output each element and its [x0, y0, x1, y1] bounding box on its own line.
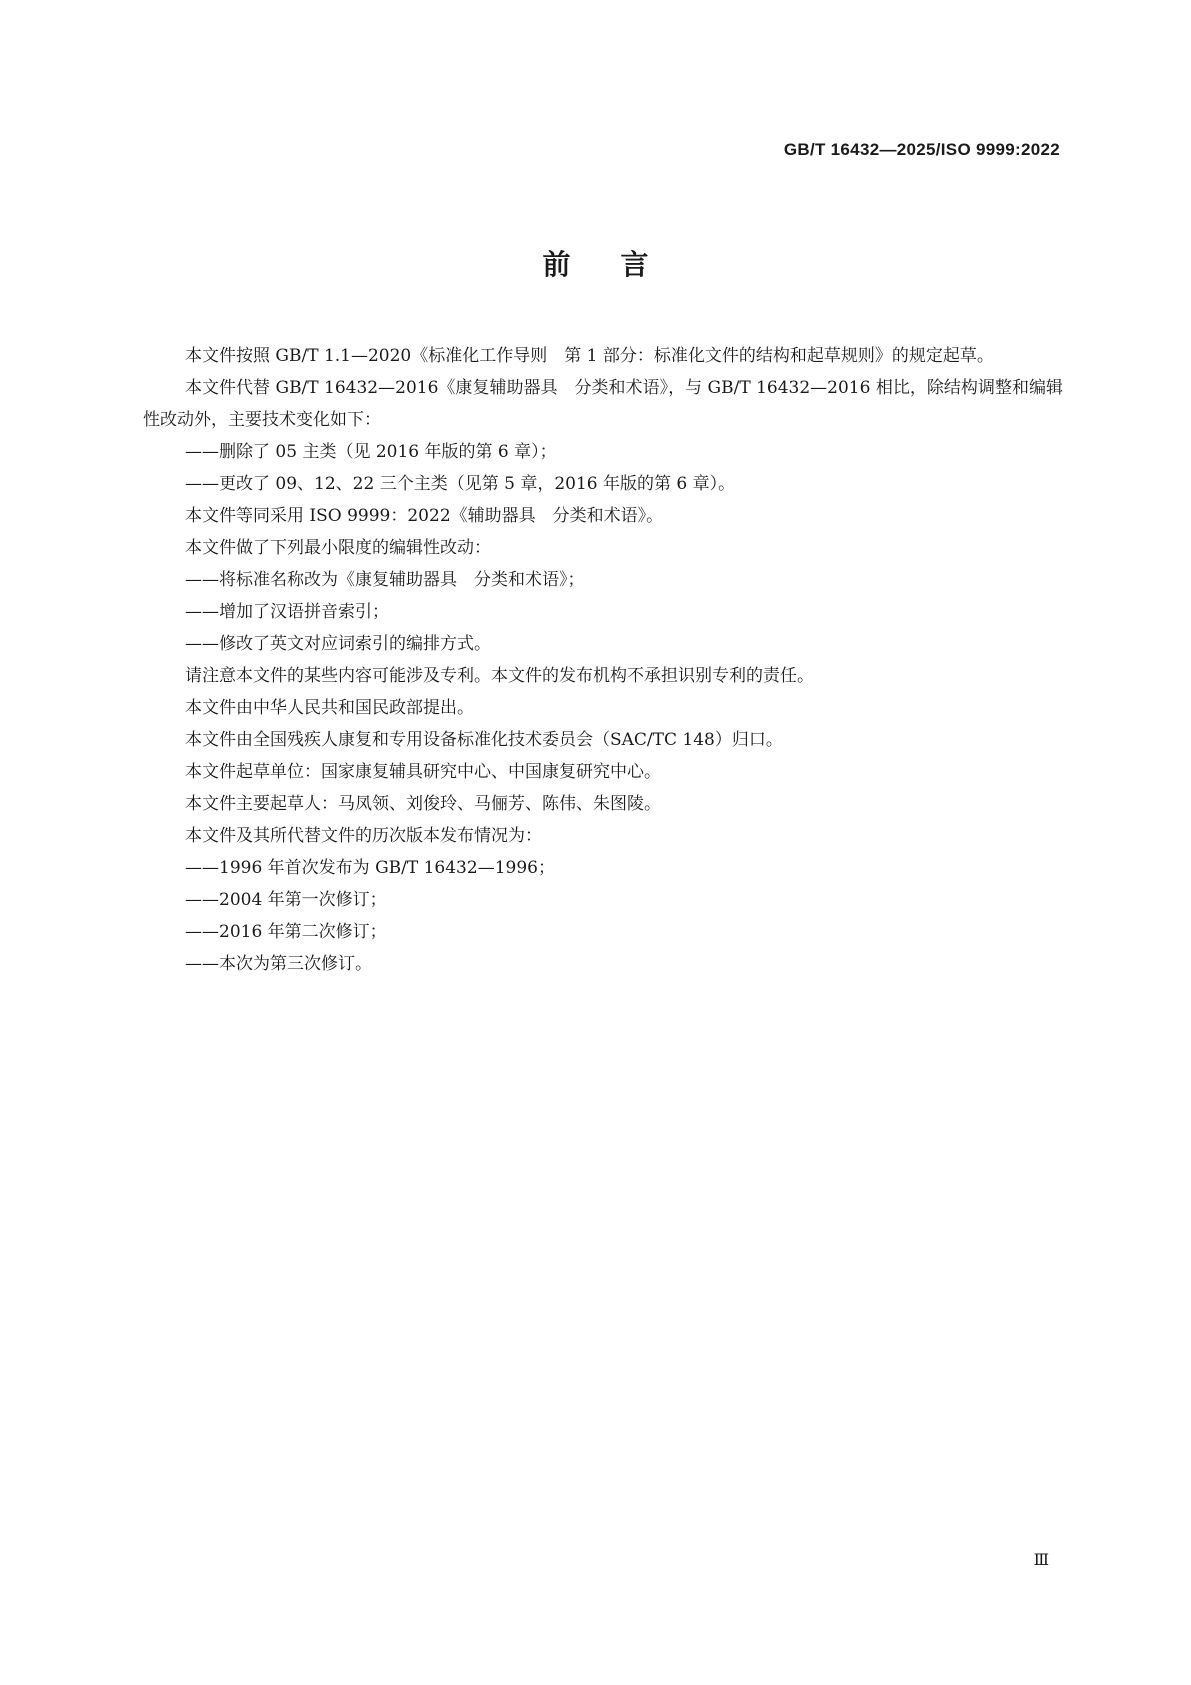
paragraph-history: 本文件及其所代替文件的历次版本发布情况为：: [185, 826, 542, 846]
paragraph-committee: 本文件由全国残疾人康复和专用设备标准化技术委员会（SAC/TC 148）归口。: [185, 730, 783, 750]
paragraph-drafting-rules: 本文件按照 GB/T 1.1—2020《标准化工作导则 第 1 部分：标准化文件的结构和起草规则》的规定起草。: [185, 346, 994, 366]
page-title: 前言: [542, 248, 699, 281]
paragraph-replacement: 本文件代替 GB/T 16432—2016《康复辅助器具 分类和术语》，与 GB/T 16432—2016 相比，除结构调整和编辑性改动外，主要技术变化如下：: [143, 378, 1063, 430]
list-item: ——增加了汉语拼音索引；: [185, 602, 389, 622]
foreword-body: [143, 340, 1063, 980]
paragraph-adoption: 本文件等同采用 ISO 9999：2022《辅助器具 分类和术语》。: [185, 506, 664, 526]
list-item: ——本次为第三次修订。: [185, 954, 372, 974]
paragraph-editorial-changes: 本文件做了下列最小限度的编辑性改动：: [185, 538, 491, 558]
list-item: ——更改了 09、12、22 三个主类（见第 5 章，2016 年版的第 6 章）。: [185, 474, 736, 494]
list-item: ——修改了英文对应词索引的编排方式。: [185, 634, 491, 654]
paragraph-drafting-units: 本文件起草单位：国家康复辅具研究中心、中国康复研究中心。: [185, 762, 661, 782]
list-item: ——将标准名称改为《康复辅助器具 分类和术语》；: [185, 570, 585, 590]
paragraph-proposer: 本文件由中华人民共和国民政部提出。: [185, 698, 474, 718]
standard-code: GB/T 16432—2025/ISO 9999:2022: [783, 140, 1060, 159]
paragraph-drafters: 本文件主要起草人：马凤领、刘俊玲、马俪芳、陈伟、朱图陵。: [185, 794, 661, 814]
list-item: ——2004 年第一次修订；: [185, 890, 387, 910]
paragraph-patent-notice: 请注意本文件的某些内容可能涉及专利。本文件的发布机构不承担识别专利的责任。: [185, 666, 814, 686]
page-number: Ⅲ: [1033, 1552, 1049, 1569]
list-item: ——删除了 05 主类（见 2016 年版的第 6 章）；: [185, 442, 557, 462]
list-item: ——1996 年首次发布为 GB/T 16432—1996；: [185, 858, 555, 878]
list-item: ——2016 年第二次修订；: [185, 922, 387, 942]
